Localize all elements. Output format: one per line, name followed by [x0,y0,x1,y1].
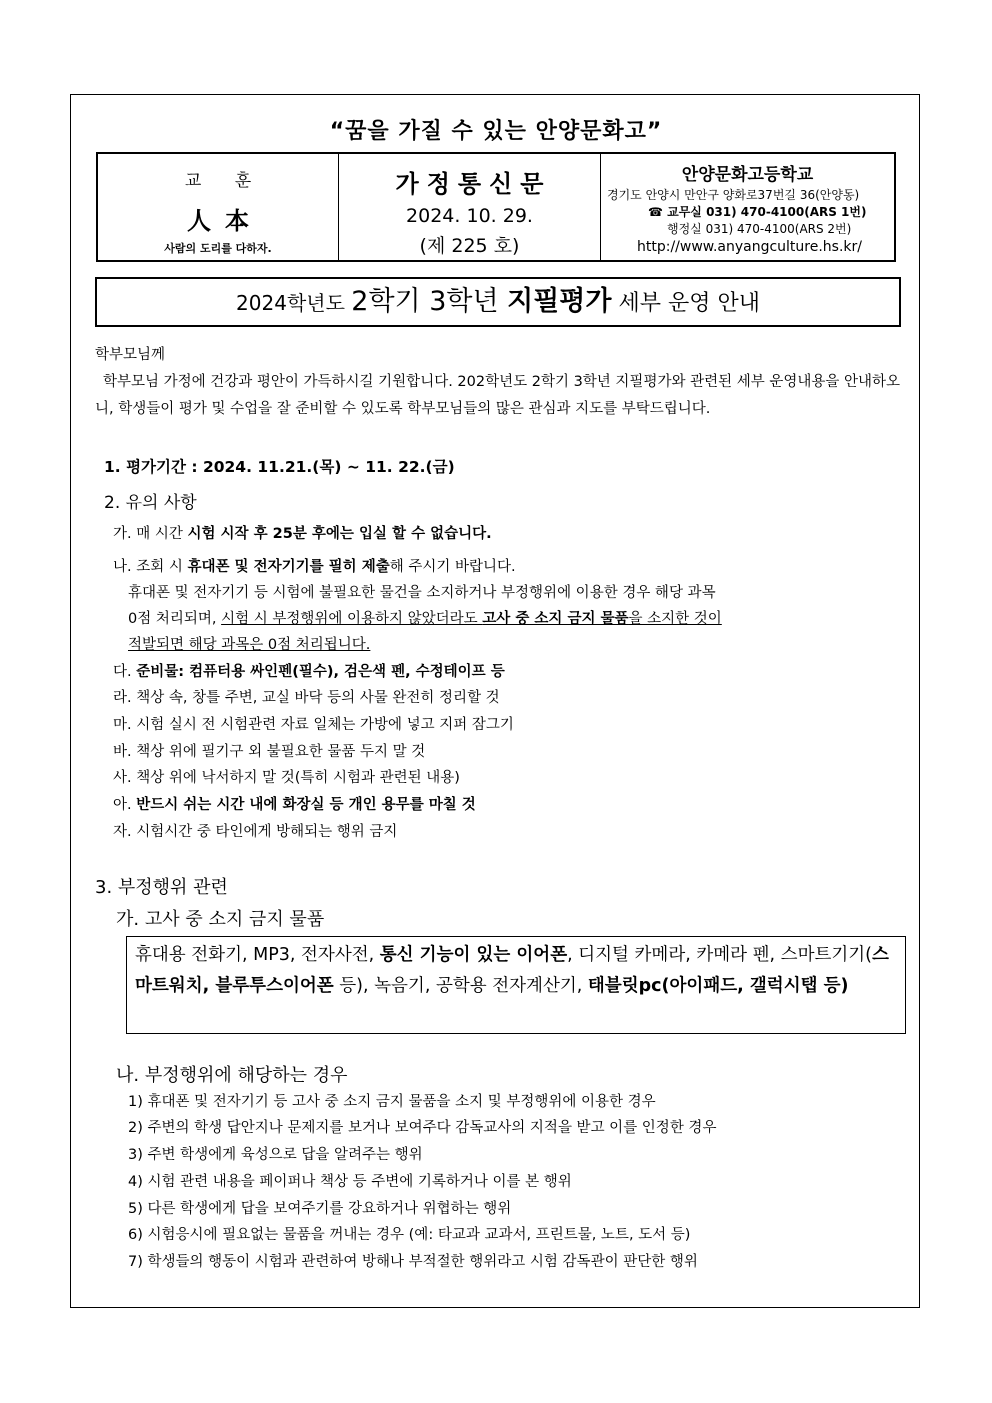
case-item: 1) 휴대폰 및 전자기기 등 고사 중 소지 금지 물품을 소지 및 부정행위에 이용한 경우 [128,1094,656,1110]
notice-na-line3-b: 시험 시 부정행위에 이용하지 않았더라도 [221,611,483,627]
notice-a-prefix: 아. [113,797,137,813]
notice-na-line3-a: 0점 처리되며, [128,611,222,627]
intro-paragraph: 학부모님 가정에 건강과 평안이 가득하시길 기원합니다. 202학년도 2학기 3학년 지필평가와 관련된 세부 운영내용을 안내하오니, 학생들이 평가 및 수업을 잘 준비할 수 있도록 학부모님들의 많은 관심과 지도를 부탁드립니다. [95,374,900,417]
notice-ba: 바. 책상 위에 필기구 외 불필요한 물품 두지 말 것 [113,744,426,760]
case-item: 6) 시험응시에 필요없는 물품을 꺼내는 경우 (예: 타교과 교과서, 프린트물, 노트, 도서 등) [128,1227,691,1243]
motto-main: 人本 [187,206,263,235]
main-title-term: 2학기 3학년 [351,286,508,317]
notice-na-line3-c: 고사 중 소지 금지 물품 [482,611,629,627]
school-name: 안양문화고등학교 [681,165,814,185]
case-item: 2) 주변의 학생 답안지나 문제지를 보거나 보여주다 감독교사의 지적을 받고 이를 인정한 경우 [128,1120,717,1136]
school-address: 경기도 안양시 만안구 양화로37번길 36(안양동) [607,188,860,202]
notice-ga-prefix: 가. 매 시간 [113,526,188,542]
main-title-exam: 지필평가 [507,286,612,317]
notice-ga [113,522,492,543]
notice-ga-bold: 시험 시작 후 25분 후에는 입실 할 수 없습니다. [187,526,492,542]
main-title [95,277,901,327]
prohibited-items-1: 휴대용 전화기, MP3, 전자사전, [135,945,380,965]
newsletter-number: (제 225 호) [419,235,520,257]
section1-period: 1. 평가기간 : 2024. 11.21.(목) ~ 11. 22.(금) [104,458,455,476]
newsletter-title: 가정통신문 [395,170,552,198]
motto-cell [98,154,339,260]
case-item: 7) 학생들의 행동이 시험과 관련하여 방해나 부적절한 행위라고 시험 감독관이 판단한 행위 [128,1254,698,1270]
notice-na-line3-d: 을 소지한 것이 [628,611,722,627]
case-item: 5) 다른 학생에게 답을 보여주기를 강요하거나 위협하는 행위 [128,1201,512,1217]
notice-ja: 자. 시험시간 중 타인에게 방해되는 행위 금지 [113,824,398,840]
notice-na-prefix: 나. 조회 시 [113,559,188,575]
notice-na-line2: 휴대폰 및 전자기기 등 시험에 불필요한 물건을 소지하거나 부정행위에 이용한 경우 해당 과목 [128,585,716,601]
prohibited-items-6: 태블릿pc(아이패드, 갤럭시탭 등) [587,976,849,996]
school-url[interactable]: http://www.anyangculture.hs.kr/ [636,239,862,255]
notice-ma: 마. 시험 실시 전 시험관련 자료 일체는 가방에 넣고 지퍼 잠그기 [113,717,514,733]
case-item: 3) 주변 학생에게 육성으로 답을 알려주는 행위 [128,1147,423,1163]
notice-na [113,555,516,576]
notice-ra: 라. 책상 속, 창틀 주변, 교실 바닥 등의 사물 완전히 정리할 것 [113,690,500,706]
case-item: 4) 시험 관련 내용을 페이퍼나 책상 등 주변에 기록하거나 이를 본 행위 [128,1174,572,1190]
notice-a [113,793,476,814]
prohibited-items-box [126,936,906,1034]
main-title-rest: 세부 운영 안내 [611,291,760,316]
section3-sub-a: 가. 고사 중 소지 금지 물품 [116,909,325,930]
school-cell [601,154,894,260]
section2-heading: 2. 유의 사항 [104,493,197,513]
motto-label: 교 훈 [184,171,266,191]
newsletter-cell [339,154,601,260]
main-title-year: 2024학년도 [236,291,352,315]
header-table [96,152,896,262]
notice-na-suffix: 해 주시기 바랍니다. [389,559,516,575]
notice-sa: 사. 책상 위에 낙서하지 말 것(특히 시험과 관련된 내용) [113,770,460,786]
notice-na-line3 [128,607,722,628]
section3-heading: 3. 부정행위 관련 [95,877,228,898]
section3-sub-b: 나. 부정행위에 해당하는 경우 [116,1065,348,1086]
prohibited-items-2: 통신 기능이 있는 이어폰 [379,945,568,965]
prohibited-items-3: , 디지털 카메라, 카메라 펜, 스마트기기( [567,945,873,965]
newsletter-date: 2024. 10. 29. [406,205,533,227]
notice-a-bold: 반드시 쉬는 시간 내에 화장실 등 개인 용무를 마칠 것 [136,797,476,813]
notice-da-prefix: 다. [113,664,137,680]
school-slogan: “꿈을 가질 수 있는 안양문화고” [329,119,663,144]
notice-na-bold: 휴대폰 및 전자기기를 필히 제출 [187,559,390,575]
notice-da [113,660,505,681]
motto-sub: 사람의 도리를 다하자. [164,242,272,255]
school-phone-admin: 행정실 031) 470-4100(ARS 2번) [667,222,852,236]
notice-da-bold: 준비물: 컴퓨터용 싸인펜(필수), 검은색 펜, 수정테이프 등 [136,664,505,680]
greeting: 학부모님께 [95,347,166,363]
notice-na-line4: 적발되면 해당 과목은 0점 처리됩니다. [128,637,371,653]
prohibited-items-4: 스마트워치, 블루투스이어폰 [135,945,889,996]
school-phone-office: ☎ 교무실 031) 470-4100(ARS 1번) [648,205,867,219]
prohibited-items-5: 등), 녹음기, 공학용 전자계산기, [333,976,588,996]
